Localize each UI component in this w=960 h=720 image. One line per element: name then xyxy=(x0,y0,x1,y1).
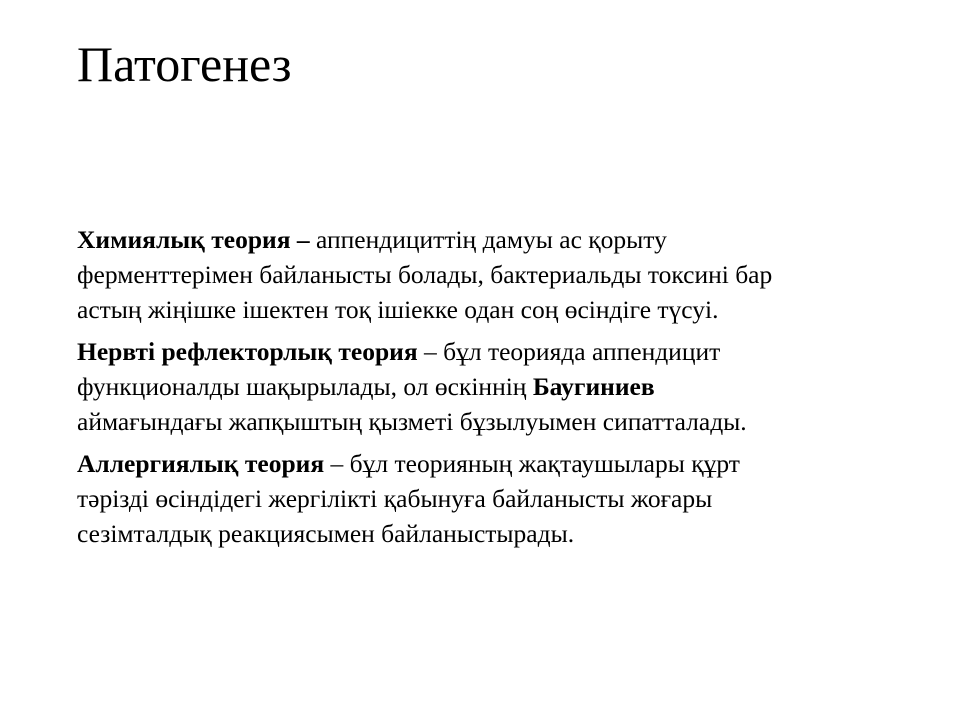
term-allergic-theory: Аллергиялық теория xyxy=(77,449,325,478)
text-line xyxy=(77,257,907,292)
text-run: ферменттерімен байланысты болады, бактериальды токсині бар xyxy=(77,260,773,289)
paragraph-chemical-theory xyxy=(77,222,907,327)
text-run: аймағындағы жапқыштың қызметі бұзылуымен сипатталады. xyxy=(77,407,747,436)
text-line xyxy=(77,334,907,369)
slide-body xyxy=(77,222,907,558)
text-line xyxy=(77,516,907,551)
text-run: – бұл теорияның жақтаушылары құрт xyxy=(324,449,740,478)
text-line xyxy=(77,222,907,257)
text-run: тәрізді өсіндідегі жергілікті қабынуға байланысты жоғары xyxy=(77,484,713,513)
paragraph-allergic-theory xyxy=(77,446,907,551)
text-line xyxy=(77,446,907,481)
term-bauhin: Баугиниев xyxy=(532,372,655,401)
term-chemical-theory: Химиялық теория – xyxy=(77,225,317,254)
text-run: функционалды шақырылады, ол өскіннің xyxy=(77,372,533,401)
text-line xyxy=(77,292,907,327)
text-run: – бұл теорияда аппендицит xyxy=(417,337,721,366)
text-line xyxy=(77,369,907,404)
paragraph-neuro-reflex-theory xyxy=(77,334,907,439)
text-line xyxy=(77,481,907,516)
text-line xyxy=(77,404,907,439)
term-neuro-reflex-theory: Нервті рефлекторлық теория xyxy=(77,337,418,366)
text-run: сезімталдық реакциясымен байланыстырады. xyxy=(77,519,575,548)
slide-title: Патогенез xyxy=(77,36,292,92)
text-run: астың жіңішке ішектен тоқ ішіекке одан соң өсіндіге түсуі. xyxy=(77,295,719,324)
text-run: аппендициттің дамуы ас қорыту xyxy=(316,225,667,254)
